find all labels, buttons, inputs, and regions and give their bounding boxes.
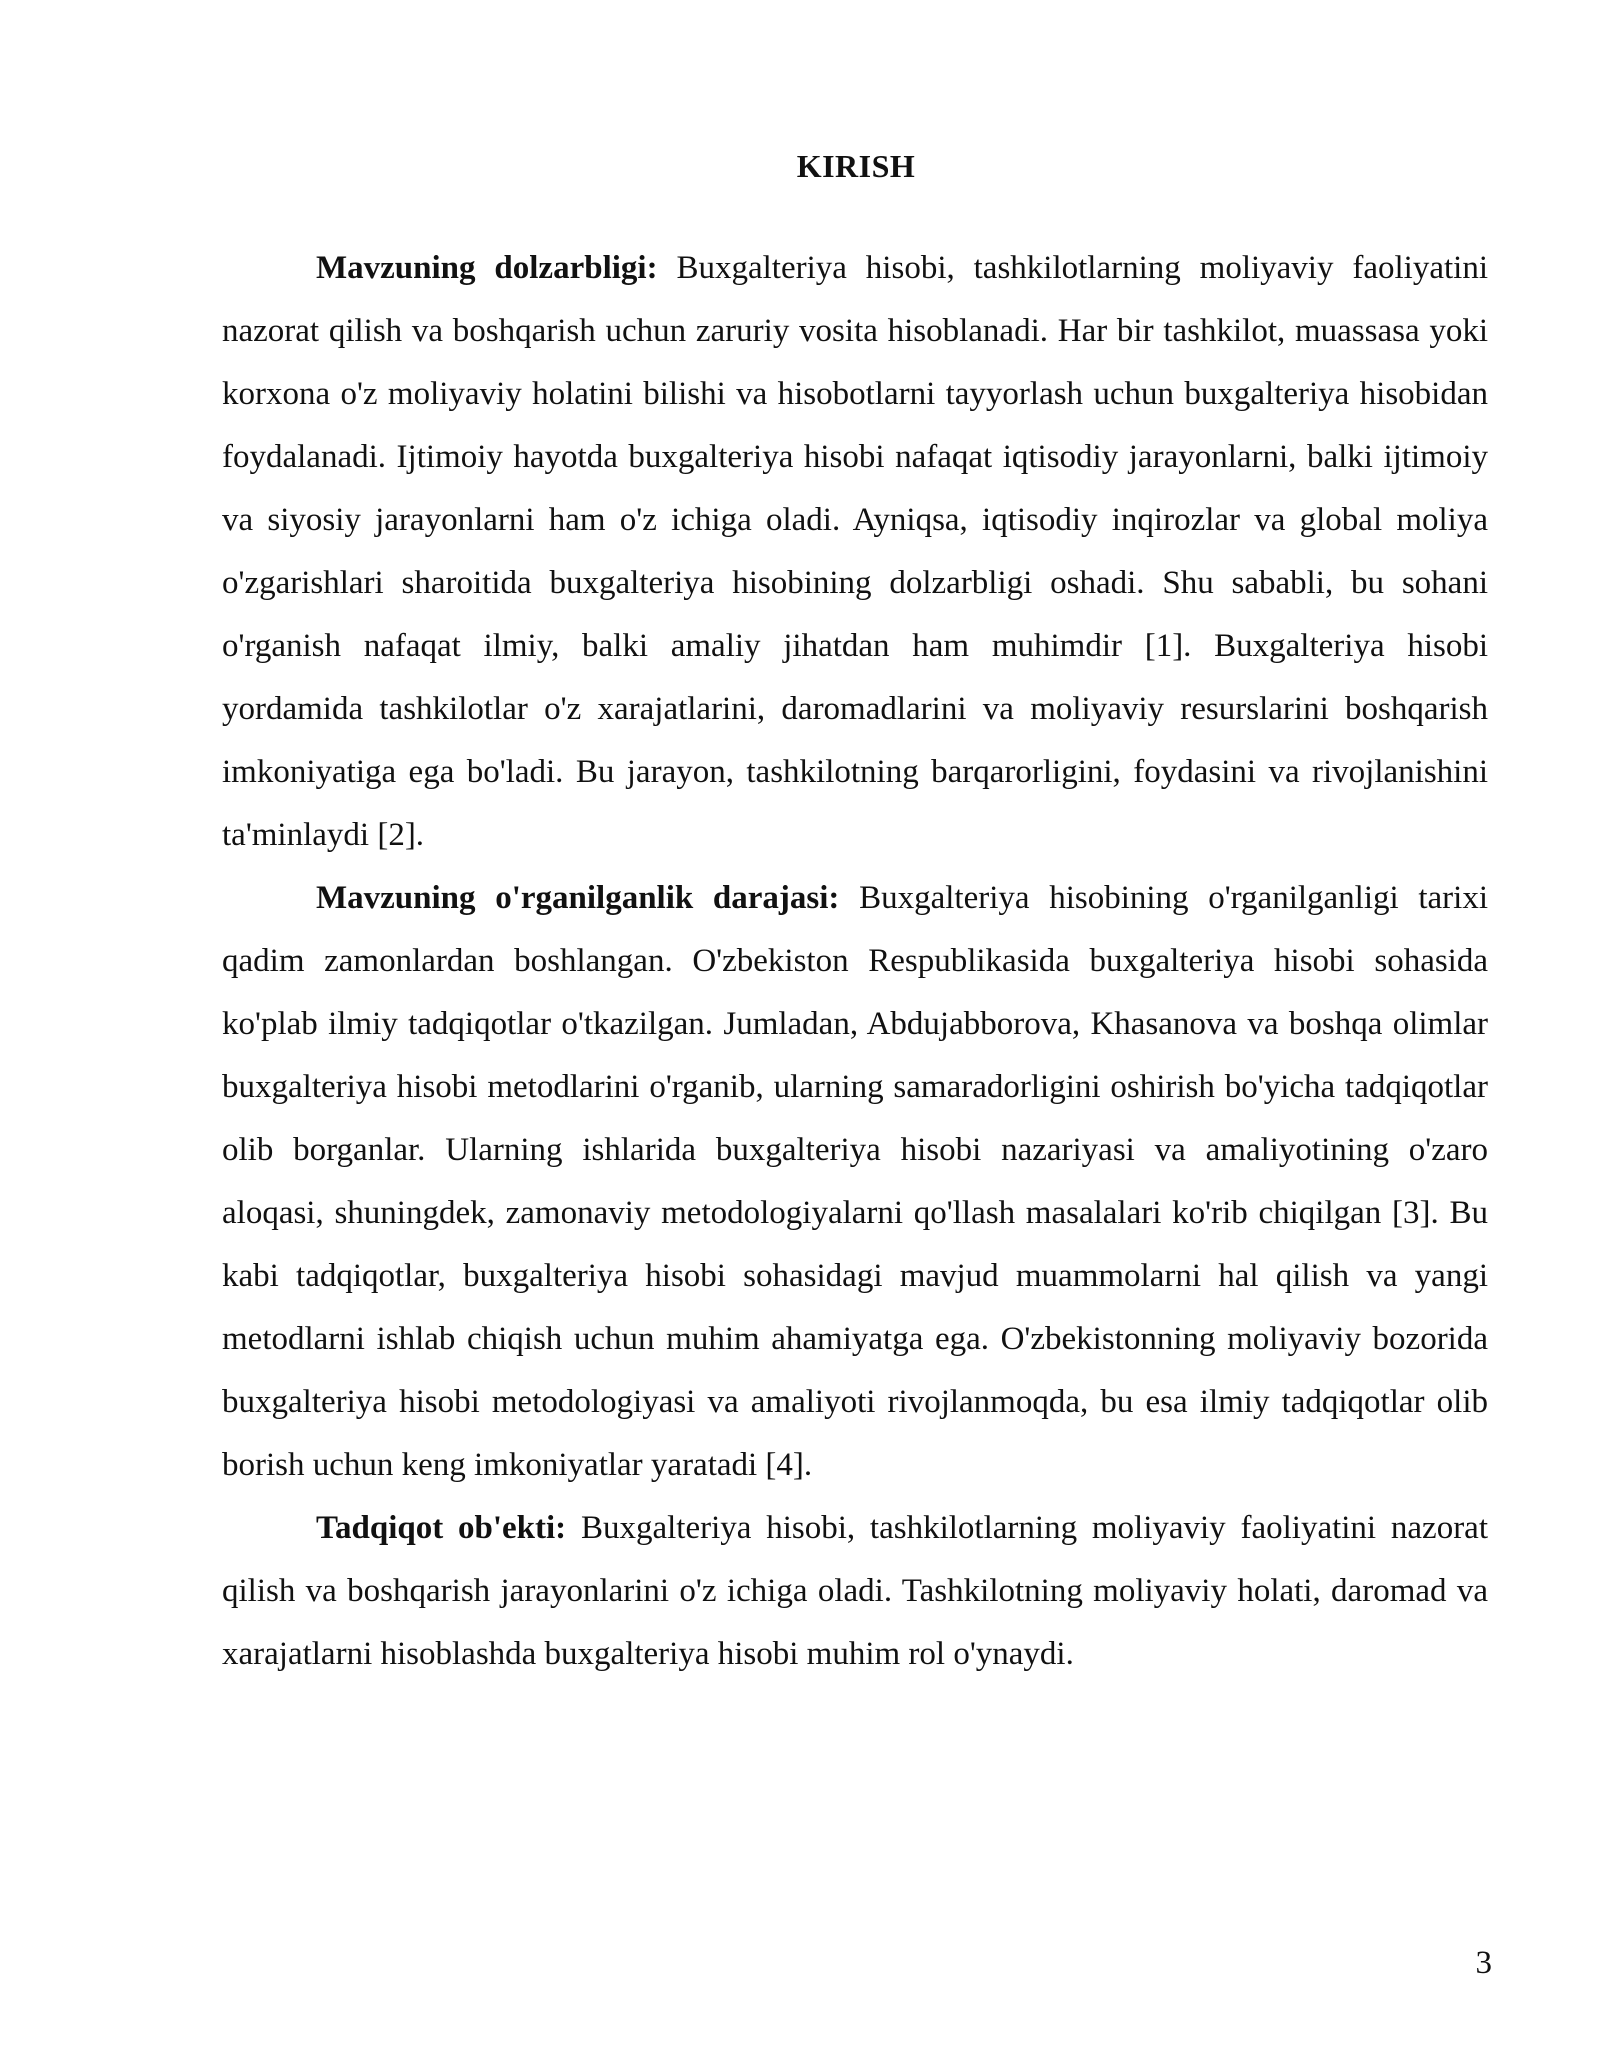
paragraph-text: Buxgalteriya hisobi, tashkilotlarning moliyaviy faoliyatini nazorat qilish va boshqarish jarayonlarini o'z ichiga oladi. Tashkilotning moliyaviy holati, daromad va xarajatlarni hisoblashda buxgalteriya hisobi muhim rol o'ynaydi. — [222, 1510, 1488, 1672]
paragraph-text: Buxgalteriya hisobi, tashkilotlarning moliyaviy faoliyatini nazorat qilish va boshqarish uchun zaruriy vosita hisoblanadi. Har bir tashkilot, muassasa yoki korxona o'z moliyaviy holatini bilishi va hisobotlarni tayyorlash uchun buxgalteriya hisobidan foydalanadi. Ijtimoiy hayotda buxgalteriya hisobi nafaqat iqtisodiy jarayonlarni, balki ijtimoiy va siyosiy jarayonlarni ham o'z ichiga oladi. Ayniqsa, iqtisodiy inqirozlar va global moliya o'zgarishlari sharoitida buxgalteriya hisobining dolzarbligi oshadi. Shu sababli, bu sohani o'rganish nafaqat ilmiy, balki amaliy jihatdan ham muhimdir [1]. Buxgalteriya hisobi yordamida tashkilotlar o'z xarajatlarini, daromadlarini va moliyaviy resurslarini boshqarish imkoniyatiga ega bo'ladi. Bu jarayon, tashkilotning barqarorligini, foydasini va rivojlanishini ta'minlaydi [2]. — [222, 250, 1488, 853]
paragraph-relevance — [222, 237, 1488, 867]
page-number: 3 — [1475, 1945, 1492, 1981]
paragraph-text: Buxgalteriya hisobining o'rganilganligi tarixi qadim zamonlardan boshlangan. O'zbekiston Respublikasida buxgalteriya hisobi sohasida ko'plab ilmiy tadqiqotlar o'tkazilgan. Jumladan, Abdujabborova, Khasanova va boshqa olimlar buxgalteriya hisobi metodlarini o'rganib, ularning samaradorligini oshirish bo'yicha tadqiqotlar olib borganlar. Ularning ishlarida buxgalteriya hisobi nazariyasi va amaliyotining o'zaro aloqasi, shuningdek, zamonaviy metodologiyalarni qo'llash masalalari ko'rib chiqilgan [3]. Bu kabi tadqiqotlar, buxgalteriya hisobi sohasidagi mavjud muammolarni hal qilish va yangi metodlarni ishlab chiqish uchun muhim ahamiyatga ega. O'zbekistonning moliyaviy bozorida buxgalteriya hisobi metodologiyasi va amaliyoti rivojlanmoqda, bu esa ilmiy tadqiqotlar olib borish uchun keng imkoniyatlar yaratadi [4]. — [222, 880, 1488, 1483]
paragraph-degree-of-study — [222, 867, 1488, 1497]
paragraph-lead: Mavzuning dolzarbligi: — [316, 250, 658, 286]
paragraph-research-object — [222, 1497, 1488, 1686]
body-text — [222, 237, 1488, 1686]
section-heading: KIRISH — [796, 148, 916, 184]
paragraph-lead: Mavzuning o'rganilganlik darajasi: — [316, 880, 840, 916]
paragraph-lead: Tadqiqot ob'ekti: — [316, 1510, 567, 1546]
